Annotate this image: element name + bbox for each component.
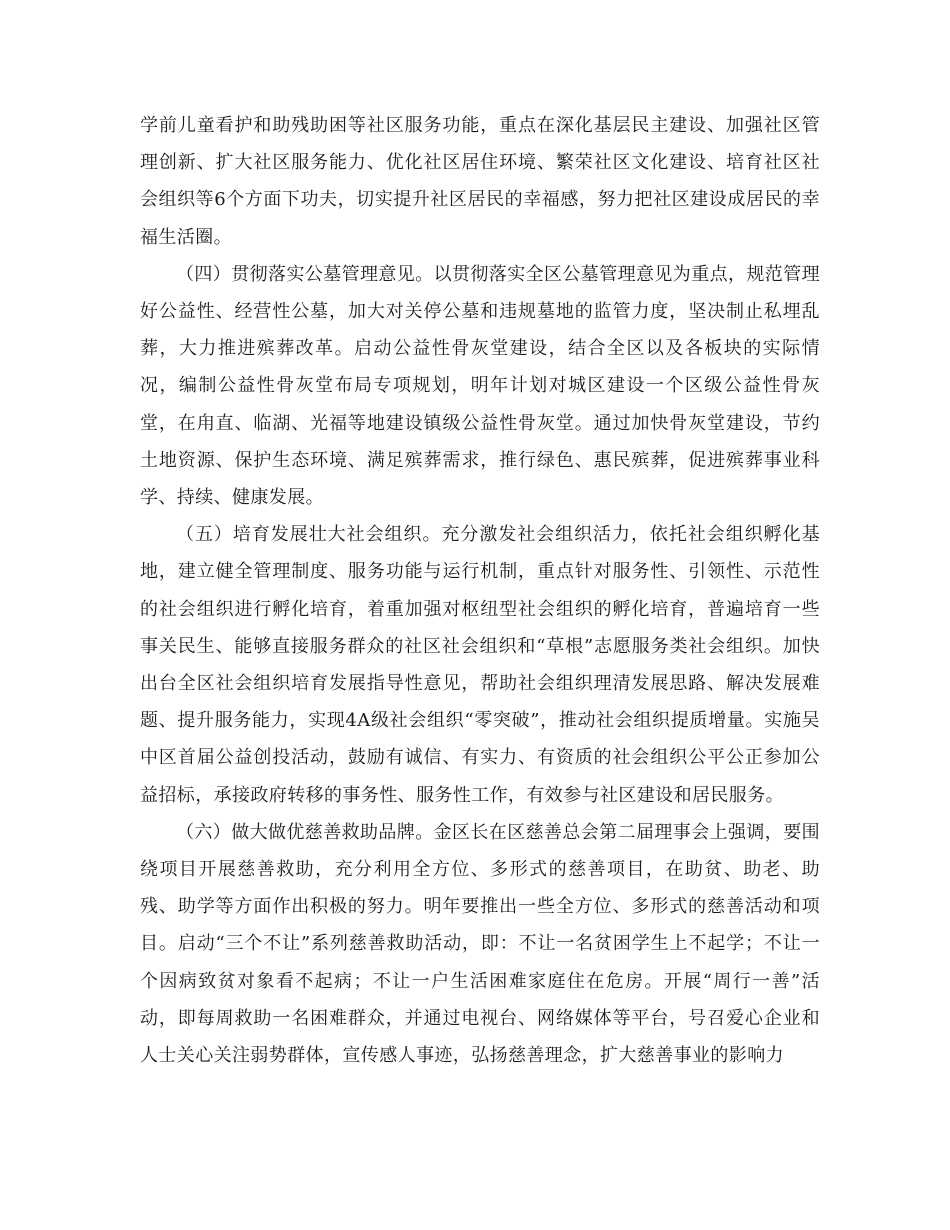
paragraph-cemetery-management: （四）贯彻落实公墓管理意见。以贯彻落实全区公墓管理意见为重点，规范管理好公益性、经营性公墓，加大对关停公墓和违规墓地的监管力度，坚决制止私埋乱葬，大力推进殡葬改革。启动公益性骨灰堂建设，结合全区以及各板块的实际情况，编制公益性骨灰堂布局专项规划，明年计划对城区建设一个区级公益性骨灰堂，在甪直、临湖、光福等地建设镇级公益性骨灰堂。通过加快骨灰堂建设，节约土地资源、保护生态环境、满足殡葬需求，推行绿色、惠民殡葬，促进殡葬事业科学、持续、健康发展。 [140,263,820,509]
paragraph-social-organizations: （五）培育发展壮大社会组织。充分激发社会组织活力，依托社会组织孵化基地，建立健全管理制度、服务功能与运行机制，重点针对服务性、引领性、示范性的社会组织进行孵化培育，着重加强对枢纽型社会组织的孵化培育，普遍培育一些事关民生、能够直接服务群众的社区社会组织和“草根”志愿服务类社会组织。加快出台全区社会组织培育发展指导性意见，帮助社会组织理清发展思路、解决发展难题、提升服务能力，实现4A级社会组织“零突破”，推动社会组织提质增量。实施吴中区首届公益创投活动，鼓励有诚信、有实力、有资质的社会组织公平公正参加公益招标，承接政府转移的事务性、服务性工作，有效参与社区建设和居民服务。 [140,524,820,806]
paragraph-charity-relief: （六）做大做优慈善救助品牌。金区长在区慈善总会第二届理事会上强调，要围绕项目开展慈善救助，充分利用全方位、多形式的慈善项目，在助贫、助老、助残、助学等方面作出积极的努力。明年要推出一些全方位、多形式的慈善活动和项目。启动“三个不让”系列慈善救助活动，即：不让一名贫困学生上不起学；不让一个因病致贫对象看不起病；不让一户生活困难家庭住在危房。开展“周行一善”活动，即每周救助一名困难群众，并通过电视台、网络媒体等平台，号召爱心企业和人士关心关注弱势群体，宣传感人事迹，弘扬慈善理念，扩大慈善事业的影响力 [140,821,820,1067]
paragraph-community-services: 学前儿童看护和助残助困等社区服务功能，重点在深化基层民主建设、加强社区管理创新、扩大社区服务能力、优化社区居住环境、繁荣社区文化建设、培育社区社会组织等6个方面下功夫，切实提升社区居民的幸福感，努力把社区建设成居民的幸福生活圈。 [140,115,820,248]
document-page [140,107,820,1074]
